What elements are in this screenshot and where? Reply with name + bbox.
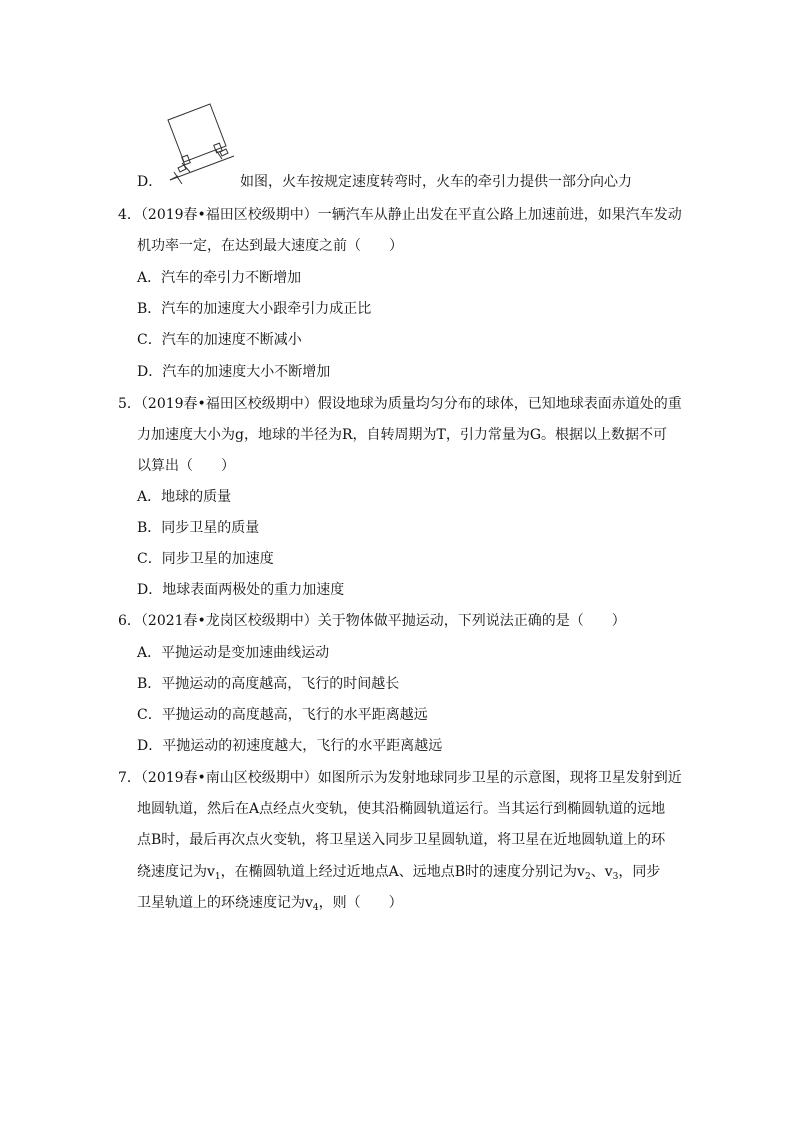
- train-curve-diagram: [160, 102, 236, 186]
- q7-sub-2: 2: [584, 872, 591, 882]
- q5-stem-line-3: 以算出（ ）: [137, 458, 235, 474]
- q7-stem-line-2: 地圆轨道，然后在A点经点火变轨，使其沿椭圆轨道运行。当其运行到椭圆轨道的远地: [137, 801, 666, 817]
- q7-sub-4: 4: [312, 903, 319, 913]
- q6-option-d: D．平抛运动的初速度越大，飞行的水平距离越远: [137, 738, 443, 754]
- q6-option-c: C．平抛运动的高度越高，飞行的水平距离越远: [137, 707, 428, 723]
- q5-stem-line-2: 力加速度大小为g，地球的半径为R，自转周期为T，引力常量为G。根据以上数据不可: [137, 427, 668, 443]
- q7-sub-3: 3: [612, 872, 619, 882]
- q7-line5-part-b: ，则（ ）: [318, 895, 403, 911]
- q7-line5-part-a: 卫星轨道上的环绕速度记为v: [137, 895, 313, 911]
- q6-option-a: A．平抛运动是变加速曲线运动: [137, 645, 330, 661]
- q4-option-b: B．汽车的加速度大小跟牵引力成正比: [137, 301, 372, 317]
- q4-option-c: C．汽车的加速度不断减小: [137, 332, 302, 348]
- q4-stem-line-2: 机功率一定，在达到最大速度之前（ ）: [137, 238, 403, 254]
- q4-option-a: A．汽车的牵引力不断增加: [137, 270, 302, 286]
- q4-stem-line-1: 4．（2019春•福田区校级期中）一辆汽车从静止出发在平直公路上加速前进，如果汽车发动: [118, 207, 682, 223]
- q5-stem-line-1: 5．（2019春•福田区校级期中）假设地球为质量均匀分布的球体，已知地球表面赤道处的重: [118, 396, 682, 412]
- q7-stem-line-1: 7．（2019春•南山区校级期中）如图所示为发射地球同步卫星的示意图，现将卫星发射到近: [118, 770, 682, 786]
- q5-option-a: A．地球的质量: [137, 489, 232, 505]
- q7-stem-line-4: [137, 862, 660, 882]
- q3-option-d-letter: D．: [137, 174, 163, 190]
- q7-line4-part-d: ，同步: [618, 864, 661, 880]
- q7-stem-line-5: [137, 893, 403, 913]
- q6-stem-line-1: 6．（2021春•龙岗区校级期中）关于物体做平抛运动，下列说法正确的是（ ）: [118, 613, 626, 629]
- q5-option-d: D．地球表面两极处的重力加速度: [137, 582, 345, 598]
- q7-line4-part-b: ，在椭圆轨道上经过近地点A、远地点B时的速度分别记为v: [220, 864, 585, 880]
- q5-option-c: C．同步卫星的加速度: [137, 551, 274, 567]
- q7-sub-1: 1: [214, 872, 221, 882]
- q7-stem-line-3: 点B时，最后再次点火变轨，将卫星送入同步卫星圆轨道，将卫星在近地圆轨道上的环: [137, 832, 666, 848]
- q3-option-d: [137, 172, 162, 192]
- q3-option-d-text: 如图，火车按规定速度转弯时，火车的牵引力提供一部分向心力: [240, 174, 632, 190]
- q7-line4-part-a: 绕速度记为v: [137, 864, 215, 880]
- tilted-train-on-rails-figure: [160, 102, 236, 186]
- q6-option-b: B．平抛运动的高度越高，飞行的时间越长: [137, 676, 400, 692]
- q7-line4-part-c: 、v: [590, 864, 613, 880]
- q5-option-b: B．同步卫星的质量: [137, 520, 260, 536]
- q4-option-d: D．汽车的加速度大小不断增加: [137, 364, 331, 380]
